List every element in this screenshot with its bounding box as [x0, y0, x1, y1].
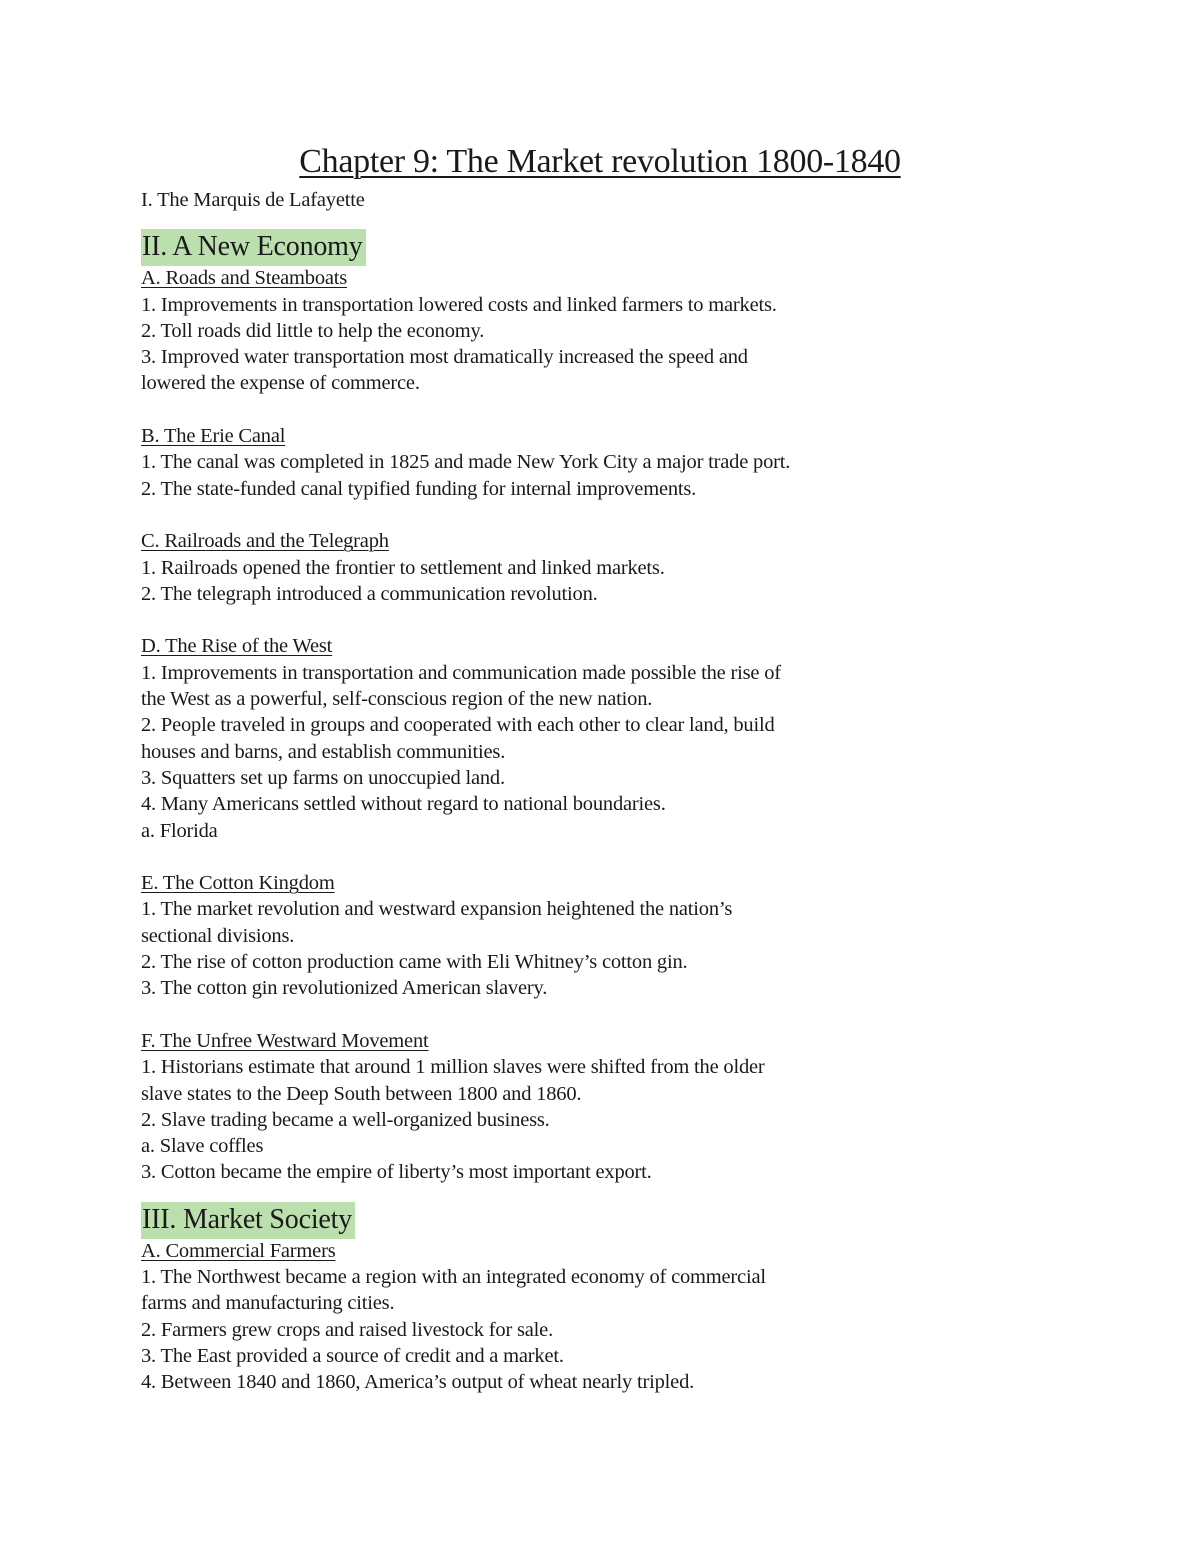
- blank-line: [141, 502, 941, 528]
- outline-line: 3. The East provided a source of credit and a market.: [141, 1344, 564, 1367]
- outline-line: 3. Improved water transportation most dramatically increased the speed and: [141, 346, 748, 369]
- subsection-heading: C. Railroads and the Telegraph: [141, 530, 389, 553]
- subsection-heading: F. The Unfree Westward Movement: [141, 1029, 429, 1052]
- outline-line: houses and barns, and establish communities.: [141, 740, 506, 763]
- outline-line: a. Slave coffles: [141, 1135, 264, 1158]
- outline-line: sectional divisions.: [141, 924, 295, 947]
- outline-line: slave states to the Deep South between 1800 and 1860.: [141, 1082, 582, 1105]
- section-heading-text: II. A New Economy: [141, 229, 366, 266]
- section-heading-text: III. Market Society: [141, 1202, 355, 1239]
- subsection-erie-canal: [141, 423, 941, 502]
- blank-line: [141, 607, 941, 633]
- subsection-railroads-telegraph: [141, 528, 941, 607]
- outline-line: 3. Cotton became the empire of liberty’s most important export.: [141, 1161, 652, 1184]
- document-body: [141, 187, 941, 1395]
- outline-line: 1. The market revolution and westward expansion heightened the nation’s: [141, 898, 733, 921]
- subsection-roads-steamboats: [141, 265, 941, 396]
- subsection-heading: D. The Rise of the West: [141, 635, 333, 658]
- subsection-rise-of-west: [141, 633, 941, 843]
- outline-line: 4. Between 1840 and 1860, America’s output of wheat nearly tripled.: [141, 1371, 695, 1394]
- subsection-heading: A. Roads and Steamboats: [141, 267, 348, 290]
- outline-line: 2. The rise of cotton production came with Eli Whitney’s cotton gin.: [141, 951, 688, 974]
- subsection-heading: B. The Erie Canal: [141, 425, 286, 448]
- outline-line: 2. Toll roads did little to help the economy.: [141, 319, 485, 342]
- outline-line: 1. Historians estimate that around 1 million slaves were shifted from the older: [141, 1056, 765, 1079]
- outline-line: lowered the expense of commerce.: [141, 372, 420, 395]
- section-heading-new-economy: [141, 228, 941, 265]
- outline-line: 2. Slave trading became a well-organized business.: [141, 1108, 550, 1131]
- outline-line: 2. People traveled in groups and cooperated with each other to clear land, build: [141, 714, 775, 737]
- outline-line: 2. Farmers grew crops and raised livestock for sale.: [141, 1318, 553, 1341]
- outline-line: 2. The telegraph introduced a communication revolution.: [141, 582, 598, 605]
- outline-line: 3. The cotton gin revolutionized American slavery.: [141, 977, 548, 1000]
- blank-line: [141, 844, 941, 870]
- outline-line: 2. The state-funded canal typified funding for internal improvements.: [141, 477, 697, 500]
- outline-line: 1. The Northwest became a region with an integrated economy of commercial: [141, 1265, 766, 1288]
- intro-line: I. The Marquis de Lafayette: [141, 189, 365, 211]
- outline-line: 1. Improvements in transportation and communication made possible the rise of: [141, 661, 781, 684]
- blank-line: [141, 397, 941, 423]
- outline-line: 1. Improvements in transportation lowered costs and linked farmers to markets.: [141, 293, 777, 316]
- outline-line: 1. Railroads opened the frontier to settlement and linked markets.: [141, 556, 665, 579]
- page-title: Chapter 9: The Market revolution 1800-1840: [299, 143, 901, 180]
- subsection-heading: E. The Cotton Kingdom: [141, 872, 335, 895]
- subsection-commercial-farmers: [141, 1238, 941, 1396]
- subsection-heading: A. Commercial Farmers: [141, 1239, 336, 1262]
- subsection-unfree-westward-movement: [141, 1028, 941, 1186]
- outline-line: 1. The canal was completed in 1825 and made New York City a major trade port.: [141, 451, 791, 474]
- outline-line: 4. Many Americans settled without regard to national boundaries.: [141, 793, 666, 816]
- outline-line: a. Florida: [141, 819, 218, 842]
- section-heading-market-society: [141, 1201, 941, 1238]
- subsection-cotton-kingdom: [141, 870, 941, 1001]
- outline-line: farms and manufacturing cities.: [141, 1292, 395, 1315]
- outline-line: the West as a powerful, self-conscious region of the new nation.: [141, 688, 653, 711]
- outline-line: 3. Squatters set up farms on unoccupied land.: [141, 766, 505, 789]
- blank-line: [141, 1002, 941, 1028]
